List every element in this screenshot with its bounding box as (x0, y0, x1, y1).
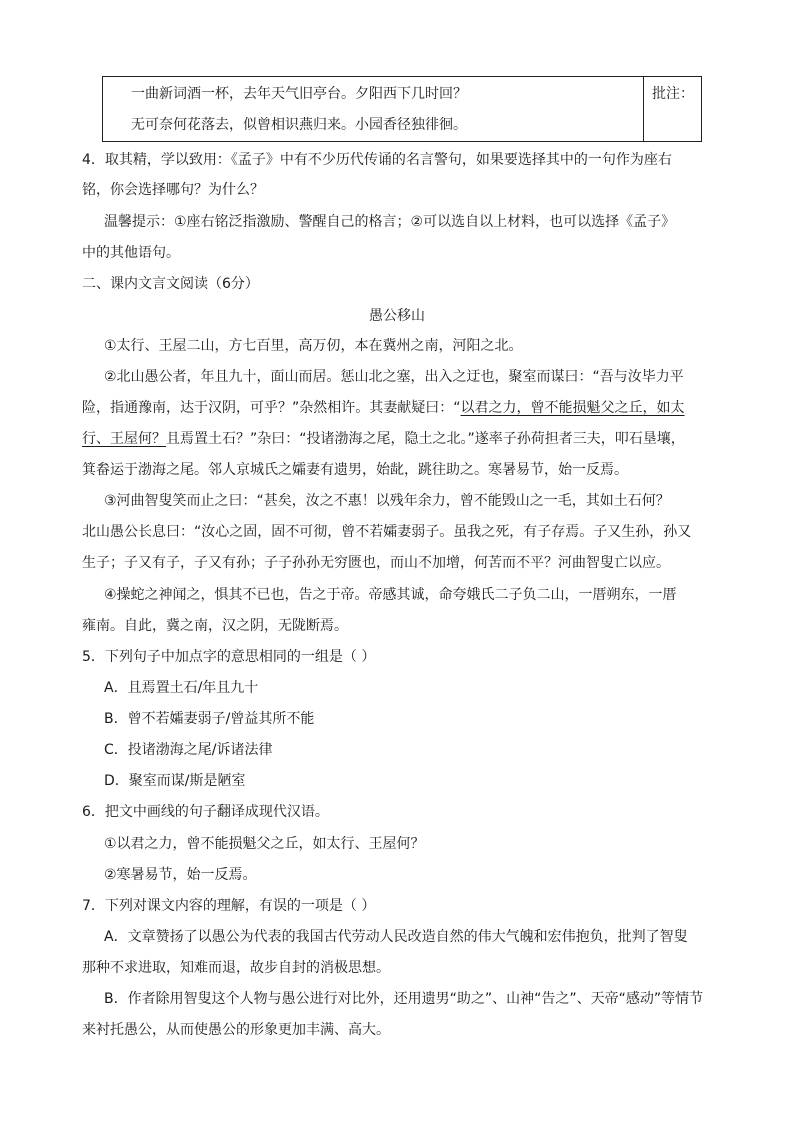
passage-paragraph: ②北山愚公者，年且九十，面山而居。惩山北之塞，出入之迂也，聚室而谋曰：“吾与汝毕力平 (104, 369, 684, 385)
passage-paragraph: ①太行、王屋二山，方七百里，高万仞，本在冀州之南，河阳之北。 (104, 338, 523, 354)
passage-title: 愚公移山 (369, 308, 425, 324)
passage-paragraph: ④操蛇之神闻之，惧其不已也，告之于帝。帝感其诚，命夸娥氏二子负二山，一厝朔东，一厝 (104, 587, 677, 603)
section-heading: 二、课内文言文阅读（6分） (82, 276, 259, 292)
question-7-option: A．文章赞扬了以愚公为代表的我国古代劳动人民改造自然的伟大气魄和宏伟抱负，批判了智叟 (104, 929, 688, 945)
question-6-item: ②寒暑易节，始一反焉。 (104, 867, 257, 883)
passage-line: 雍南。自此，冀之南，汉之阴，无陇断焉。 (82, 618, 348, 634)
question-4-hint: 温馨提示：①座右铭泛指激励、警醒自己的格言；②可以选自以上材料，也可以选择《孟子》 (104, 214, 676, 230)
passage-line (82, 429, 722, 449)
poem-annotation-box (102, 76, 702, 142)
annotation-label: 批注： (652, 86, 694, 102)
question-7-option: 来衬托愚公，从而使愚公的形象更加丰满、高大。 (82, 1022, 390, 1038)
passage-paragraph: ③河曲智叟笑而止之曰：“甚矣，汝之不惠！以残年余力，曾不能毁山之一毛，其如土石何？ (104, 493, 670, 509)
question-4-text: 铭，你会选择哪句？为什么？ (82, 182, 264, 198)
passage-line (82, 398, 722, 418)
passage-line: 生子；子又有子，子又有孙；子子孙孙无穷匮也，而山不加增，何苦而不平？河曲智叟亡以应。 (82, 555, 670, 571)
poem-line: 无可奈何花落去，似曾相识燕归来。小园香径独徘徊。 (131, 117, 467, 133)
passage-line: 箕畚运于渤海之尾。邻人京城氏之孀妻有遗男，始龀，跳往助之。寒暑易节，始一反焉。 (82, 462, 628, 478)
annotation-cell (644, 77, 702, 142)
poem-verse-cell (103, 77, 644, 142)
question-5-option: A．且焉置土石/年且九十 (104, 680, 259, 696)
question-7-option: B．作者除用智叟这个人物与愚公进行对比外，还用遗男“助之”、山神“告之”、天帝“感动”等情节 (104, 991, 704, 1007)
question-6-item: ①以君之力，曾不能损魁父之丘，如太行、王屋何？ (104, 836, 425, 852)
passage-line: 北山愚公长息曰：“汝心之固，固不可彻，曾不若孀妻弱子。虽我之死，有子存焉。子又生孙，孙又 (82, 524, 692, 540)
underlined-sentence: 行、王屋何？ (82, 431, 166, 447)
question-4-text: 4．取其精，学以致用：《孟子》中有不少历代传诵的名言警句，如果要选择其中的一句作为座右 (82, 152, 672, 168)
passage-text: 且焉置土石？”杂曰：“投诸渤海之尾，隐土之北。”遂率子孙荷担者三夫，叩石垦壤， (166, 431, 685, 447)
poem-line: 一曲新词酒一杯，去年天气旧亭台。夕阳西下几时回？ (131, 86, 467, 102)
question-6-stem: 6．把文中画线的句子翻译成现代汉语。 (82, 804, 329, 820)
question-5-stem: 5．下列句子中加点字的意思相同的一组是（ ） (82, 649, 376, 665)
question-7-stem: 7．下列对课文内容的理解，有误的一项是（ ） (82, 898, 376, 914)
question-7-option: 那种不求进取，知难而退，故步自封的消极思想。 (82, 960, 390, 976)
question-5-option: D．聚室而谋/斯是陋室 (104, 773, 246, 789)
question-5-option: B．曾不若孀妻弱子/曾益其所不能 (104, 711, 315, 727)
question-4-hint: 中的其他语句。 (82, 245, 180, 261)
question-5-option: C．投诸渤海之尾/诉诸法律 (104, 742, 273, 758)
passage-text: 险，指通豫南，达于汉阴，可乎？”杂然相许。其妻献疑曰：“ (82, 400, 461, 416)
underlined-sentence: 以君之力，曾不能损魁父之丘，如太 (460, 400, 685, 416)
